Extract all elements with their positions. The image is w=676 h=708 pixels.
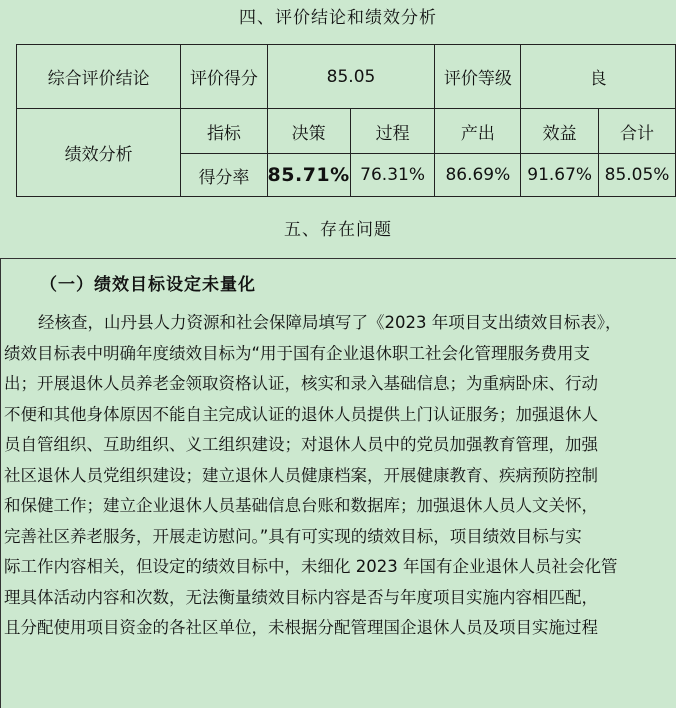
score-rate-label: 得分率	[181, 154, 267, 197]
grade-value: 良	[521, 45, 676, 109]
header-decision: 决策	[267, 109, 350, 154]
header-total: 合计	[599, 109, 676, 154]
header-indicator: 指标	[181, 109, 267, 154]
score-label: 评价得分	[181, 45, 267, 109]
paragraph-line: 不便和其他身体原因不能自主完成认证的退休人员提供上门认证服务；加强退休人	[4, 404, 598, 424]
output-rate: 86.69%	[435, 154, 521, 197]
header-benefit: 效益	[521, 109, 599, 154]
paragraph-line: 出；开展退休人员养老金领取资格认证，核实和录入基础信息；为重病卧床、行动	[4, 374, 598, 393]
benefit-rate: 91.67%	[521, 154, 599, 197]
paragraph-line: 完善社区养老服务，开展走访慰问。”具有可实现的绩效目标，项目绩效目标与实	[4, 526, 582, 546]
section-4-title: 四、评价结论和绩效分析	[239, 8, 437, 28]
evaluation-table	[16, 44, 676, 197]
process-rate: 76.31%	[350, 154, 435, 197]
decision-rate: 85.71%	[267, 154, 350, 197]
grade-label: 评价等级	[435, 45, 521, 109]
paragraph-line: 且分配使用项目资金的各社区单位，未根据分配管理国企退休人员及项目实施过程	[4, 618, 598, 637]
header-output: 产出	[435, 109, 521, 154]
paragraph-line: 和保健工作；建立企业退休人员基础信息台账和数据库；加强退休人员人文关怀，	[4, 496, 598, 515]
paragraph-line: 绩效目标表中明确年度绩效目标为“用于国有企业退休职工社会化管理服务费用支	[4, 343, 591, 363]
paragraph-line: 员自管组织、互助组织、义工组织建设；对退休人员中的党员加强教育管理，加强	[4, 435, 598, 454]
overall-conclusion-label: 综合评价结论	[17, 45, 181, 109]
total-rate: 85.05%	[599, 154, 676, 197]
performance-analysis-label: 绩效分析	[17, 109, 181, 197]
paragraph-line: 经核查，山丹县人力资源和社会保障局填写了《2023 年项目支出绩效目标表》，	[38, 313, 622, 332]
paragraph-line: 际工作内容相关，但设定的绩效目标中，未细化 2023 年国有企业退休人员社会化管	[4, 557, 618, 576]
paragraph-line: 社区退休人员党组织建设；建立退休人员健康档案，开展健康教育、疾病预防控制	[4, 465, 598, 485]
body-paragraph	[0, 308, 676, 644]
score-value: 85.05	[267, 45, 435, 109]
sub-heading: （一）绩效目标设定未量化	[40, 275, 256, 295]
page-border-top	[0, 258, 676, 259]
header-process: 过程	[350, 109, 435, 154]
paragraph-line: 理具体活动内容和次数，无法衡量绩效目标内容是否与年度项目实施内容相匹配，	[4, 587, 598, 607]
section-5-title: 五、存在问题	[284, 220, 392, 240]
